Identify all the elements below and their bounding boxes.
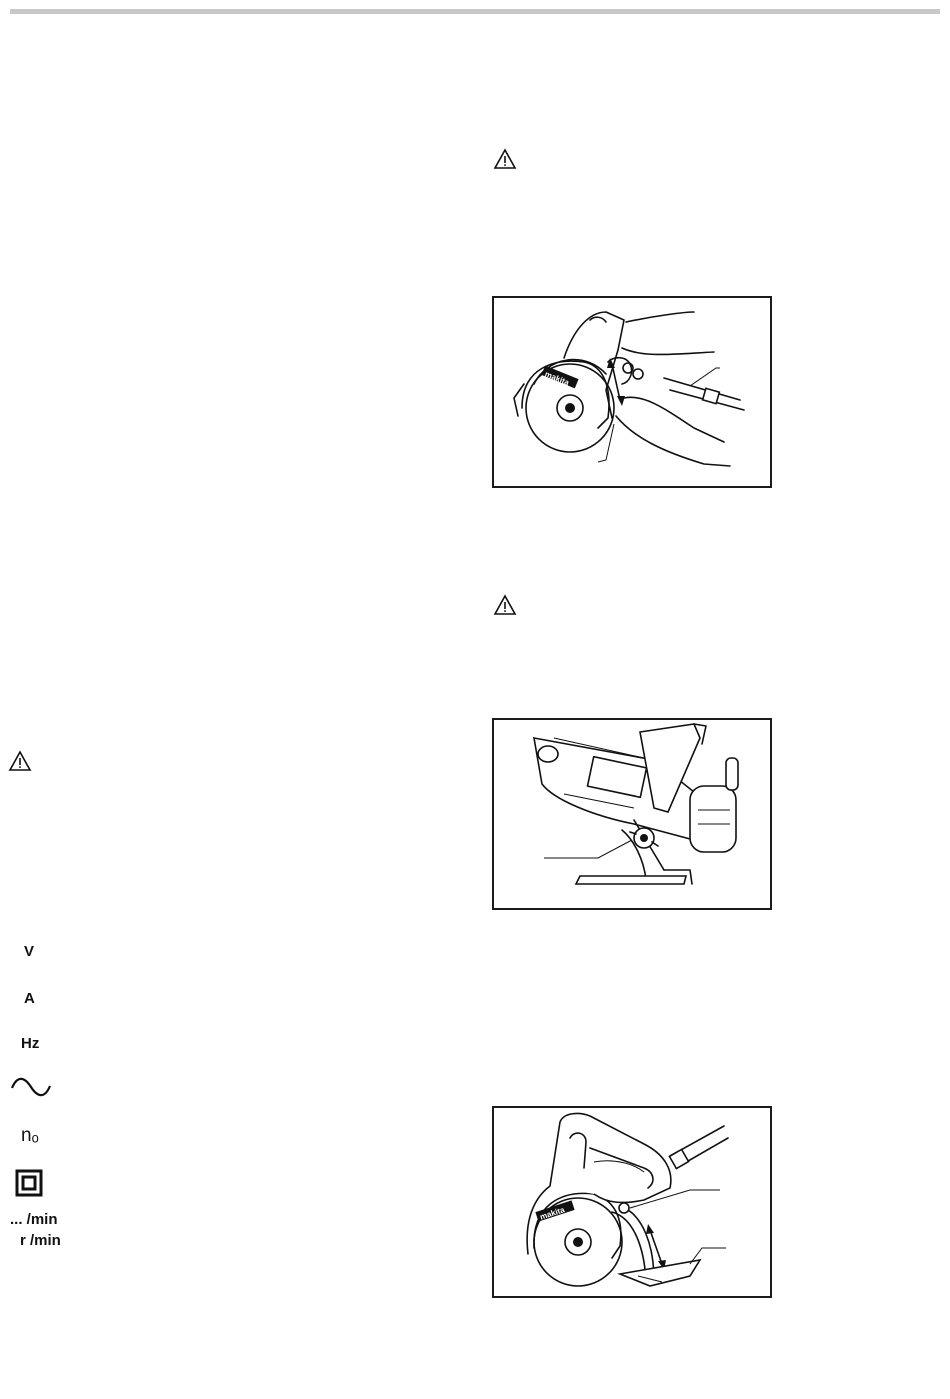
symbol-hertz: Hz bbox=[21, 1035, 40, 1052]
figure-cutting-depth-lever bbox=[492, 1106, 772, 1298]
figure-logo-text: makita bbox=[543, 369, 571, 388]
symbol-volt: V bbox=[24, 943, 35, 960]
symbol-revolutions-per-minute: r /min bbox=[20, 1232, 61, 1249]
symbol-per-minute: ... /min bbox=[10, 1211, 58, 1228]
page-top-rule bbox=[10, 9, 940, 14]
warning-triangle-icon bbox=[493, 148, 517, 170]
warning-triangle-icon bbox=[8, 750, 32, 772]
symbol-no-load-speed: nₒ bbox=[21, 1125, 39, 1146]
figure-depth-adjustment bbox=[492, 718, 772, 910]
double-insulation-icon bbox=[15, 1169, 43, 1197]
figure-logo-text: makita bbox=[538, 1205, 566, 1222]
figure-blade-installation bbox=[492, 296, 772, 488]
alternating-current-icon bbox=[9, 1074, 53, 1100]
symbol-ampere: A bbox=[24, 990, 35, 1007]
warning-triangle-icon bbox=[493, 594, 517, 616]
